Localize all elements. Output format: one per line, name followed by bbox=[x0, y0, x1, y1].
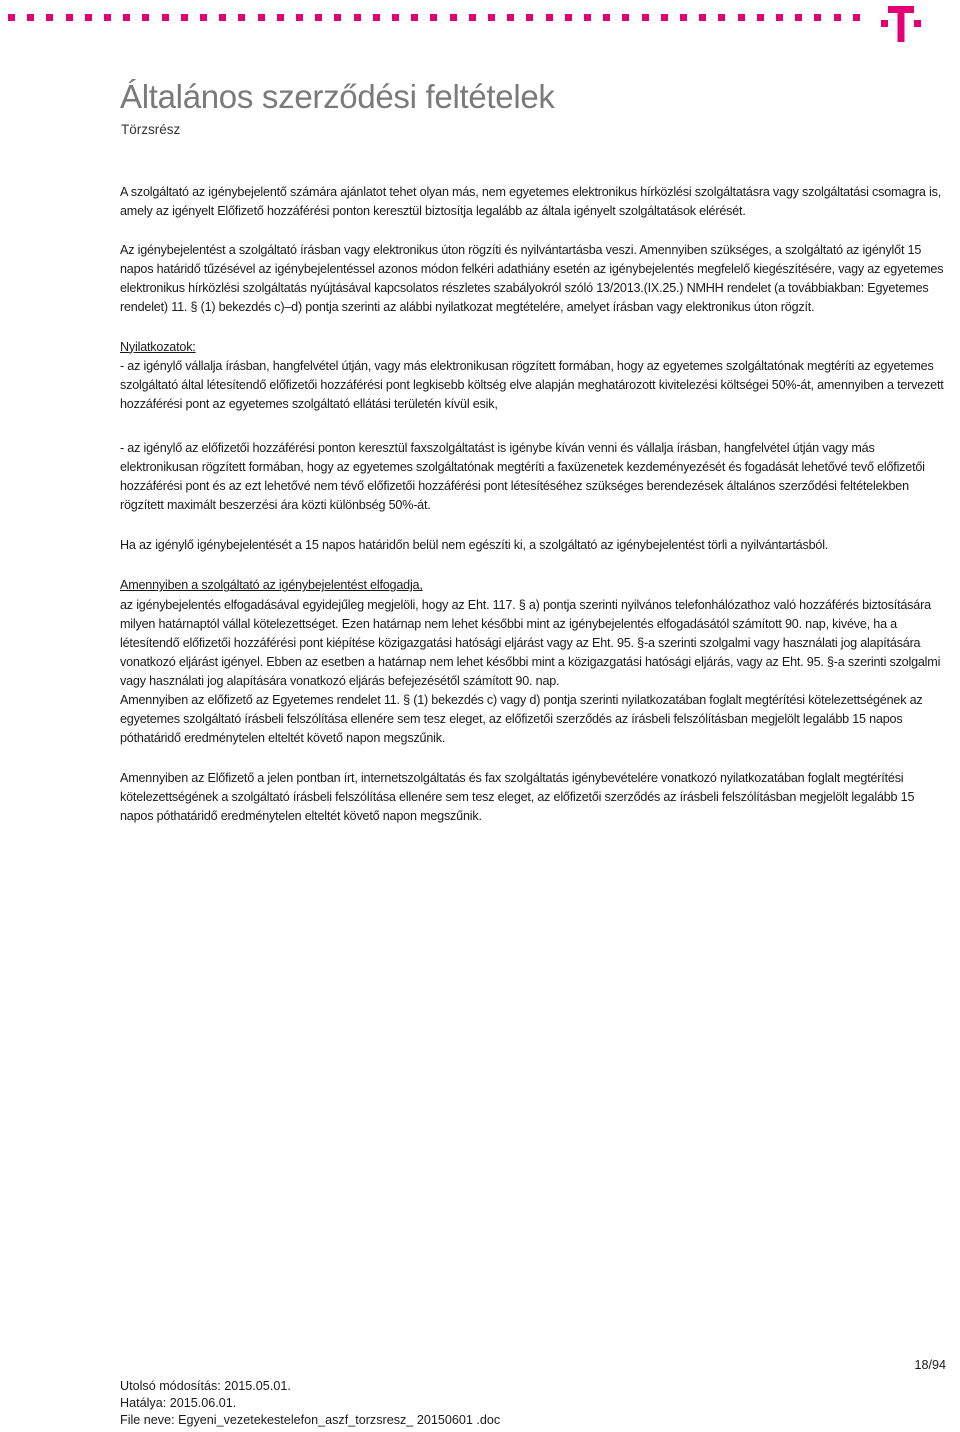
header-dot bbox=[219, 14, 226, 21]
header-dot bbox=[680, 14, 687, 21]
header-dot bbox=[795, 14, 802, 21]
header-dot bbox=[200, 14, 207, 21]
header-dot bbox=[738, 14, 745, 21]
header-dot bbox=[584, 14, 591, 21]
nyilatkozatok-heading: Nyilatkozatok: bbox=[120, 339, 196, 354]
header-dot bbox=[603, 14, 610, 21]
header-dot bbox=[315, 14, 322, 21]
header-dot bbox=[469, 14, 476, 21]
paragraph-internet-fax-termination: Amennyiben az Előfizető a jelen pontban írt, internetszolgáltatás és fax szolgáltatás igénybevételére vonatkozó nyilatkozatában foglalt megtérítési kötelezettségének a szolgáltató írásbeli felszólítása ellenére sem tesz eleget, az előfizetői szerződés az írásbeli felszólításban megjelölt legalább 15 napos póthatáridő eredménytelen elteltét követő napon megszűnik. bbox=[120, 771, 915, 824]
header-dot bbox=[85, 14, 92, 21]
telekom-t-logo-icon bbox=[881, 6, 921, 42]
header-dot bbox=[488, 14, 495, 21]
page-subtitle: Törzsrész bbox=[121, 122, 181, 137]
header-dot bbox=[565, 14, 572, 21]
header-dot bbox=[718, 14, 725, 21]
acceptance-heading: Amennyiben a szolgáltató az igénybejelentést elfogadja, bbox=[120, 578, 423, 593]
page-title: Általános szerződési feltételek bbox=[120, 78, 555, 115]
header-dot bbox=[507, 14, 514, 21]
paragraph-deadline: az igénybejelentés elfogadásával egyidejűleg megjelöli, hogy az Eht. 117. § a) pontja szerinti nyilvános telefonhálózathoz való hozzáférés biztosítására milyen határnaptól vállal kötelezettséget. Ezen határnap nem lehet későbbi mint az igénybejelentés elfogadásától számított 90. nap, kivéve, ha a létesítendő előfizetői hozzáférési pont kiépítése közigazgatási hatósági eljárást vagy az Eht. 95. §-a szerinti szolgalmi vagy használati jog alapítására vonatkozó eljárást igényel. Ebben az esetben a határnap nem lehet későbbi mint a közigazgatási hatósági eljárás, vagy az Eht. 95. §-a szerinti szolgalmi vagy használati jog alapítására vonatkozó eljárás befejezésétől számított 90. nap. bbox=[120, 597, 941, 688]
header-dot bbox=[373, 14, 380, 21]
header-dot bbox=[853, 14, 860, 21]
header-dot bbox=[66, 14, 73, 21]
footer-effective: Hatálya: 2015.06.01. bbox=[120, 1396, 237, 1410]
header-dot bbox=[392, 14, 399, 21]
page-number: 18/94 bbox=[914, 1358, 946, 1372]
header-dot bbox=[123, 14, 130, 21]
header-dot bbox=[450, 14, 457, 21]
declaration-item-1: - az igénylő vállalja írásban, hangfelvétel útján, vagy más elektronikusan rögzített formában, hogy az egyetemes szolgáltatónak megtéríti az egyetemes szolgáltató által létesítendő előfizetői hozzáférési pont legkisebb költség elve alapján meghatározott kivitelezési költségei 50%-át, amennyiben a tervezett hozzáférési pont az egyetemes szolgáltató ellátási területén kívül esik, bbox=[120, 358, 944, 411]
header-dot bbox=[814, 14, 821, 21]
footer-modified: Utolsó módosítás: 2015.05.01. bbox=[120, 1379, 291, 1393]
header-dot-bar bbox=[0, 14, 880, 22]
header-dot bbox=[238, 14, 245, 21]
declaration-item-2: - az igénylő az előfizetői hozzáférési ponton keresztül faxszolgáltatást is igénybe kíván venni és vállalja írásban, hangfelvétel útján vagy más elektronikusan rögzített formában, hogy az egyetemes szolgáltatónak megtéríti a faxüzenetek kezdeményezését és fogadását lehetővé tevő előfizetői hozzáférési pont és az ezt lehetővé nem tévő előfizetői hozzáférési pont létesítéséhez szükséges berendezések általános szerződési feltételekben rögzített maximált beszerzési ára közti különbség 50%-át. bbox=[120, 440, 925, 513]
header-dot bbox=[142, 14, 149, 21]
document-footer bbox=[120, 1378, 500, 1429]
header-dot bbox=[526, 14, 533, 21]
header-dot bbox=[699, 14, 706, 21]
header-dot bbox=[27, 14, 34, 21]
footer-filename: File neve: Egyeni_vezetekestelefon_aszf_torzsresz_ 20150601 .doc bbox=[120, 1413, 501, 1427]
paragraph-deletion: Ha az igénylő igénybejelentését a 15 napos határidőn belül nem egészíti ki, a szolgáltató az igénybejelentést törli a nyilvántartásból. bbox=[120, 538, 829, 553]
document-body bbox=[120, 183, 950, 827]
header-dot bbox=[642, 14, 649, 21]
header-dot bbox=[834, 14, 841, 21]
header-dot bbox=[277, 14, 284, 21]
header-dot bbox=[296, 14, 303, 21]
header-dot bbox=[46, 14, 53, 21]
header-dot bbox=[430, 14, 437, 21]
header-dot bbox=[181, 14, 188, 21]
header-dot bbox=[258, 14, 265, 21]
header-dot bbox=[661, 14, 668, 21]
header-dot bbox=[757, 14, 764, 21]
header-dot bbox=[411, 14, 418, 21]
header-dot bbox=[546, 14, 553, 21]
paragraph-offer: A szolgáltató az igénybejelentő számára ajánlatot tehet olyan más, nem egyetemes elektronikus hírközlési szolgáltatásra vagy szolgáltatási csomagra is, amely az igényelt Előfizető hozzáférési ponton keresztül biztosítja legalább az általa igényelt szolgáltatások elérését. bbox=[120, 185, 942, 219]
header-dot bbox=[354, 14, 361, 21]
header-dot bbox=[334, 14, 341, 21]
header-dot bbox=[776, 14, 783, 21]
header-dot bbox=[8, 14, 15, 21]
header-dot bbox=[104, 14, 111, 21]
paragraph-registration: Az igénybejelentést a szolgáltató írásban vagy elektronikus úton rögzíti és nyilvántartásba veszi. Amennyiben szükséges, a szolgáltató az igénylőt 15 napos határidő tűzésével az igénybejelentéssel azonos módon felkéri adathiány esetén az igénybejelentés megfelelő kiegészítésére, vagy az egyetemes elektronikus hírközlési szolgáltatás nyújtásával kapcsolatos részletes szabályokról szóló 13/2013.(IX.25.) NMHH rendelet (a továbbiakban: Egyetemes rendelet) 11. § (1) bekezdés c)–d) pontja szerinti az alábbi nyilatkozat megtételére, amelyet írásban vagy elektronikus úton rögzít. bbox=[120, 243, 944, 315]
paragraph-termination: Amennyiben az előfizető az Egyetemes rendelet 11. § (1) bekezdés c) vagy d) pontja szerinti nyilatkozatában foglalt megtérítési kötelezettségének az egyetemes szolgáltató írásbeli felszólítása ellenére sem tesz eleget, az előfizetői szerződés az írásbeli felszólításban megjelölt legalább 15 napos póthatáridő eredménytelen elteltét követő napon megszűnik. bbox=[120, 692, 923, 746]
header-dot bbox=[622, 14, 629, 21]
header-dot bbox=[162, 14, 169, 21]
